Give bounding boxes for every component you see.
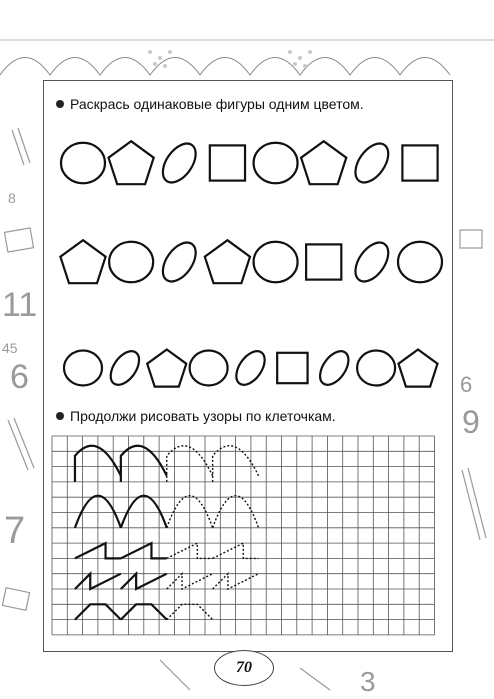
decor-digit-11: 11: [2, 286, 38, 324]
decor-digit-6b: 6: [460, 372, 473, 397]
page-number: 70: [214, 650, 274, 686]
decor-digit-9: 9: [462, 404, 480, 440]
decor-digit-45: 45: [2, 340, 18, 356]
decor-digit-7: 7: [4, 510, 26, 552]
instruction-pattern-text: Продолжи рисовать узоры по клеточкам.: [70, 408, 336, 424]
decor-digit-6: 6: [10, 358, 29, 396]
instruction-colour-text: Раскрась одинаковые фигуры одним цветом.: [70, 96, 364, 112]
decor-digit-8: 8: [8, 190, 16, 206]
decor-digit-3: 3: [360, 666, 376, 697]
